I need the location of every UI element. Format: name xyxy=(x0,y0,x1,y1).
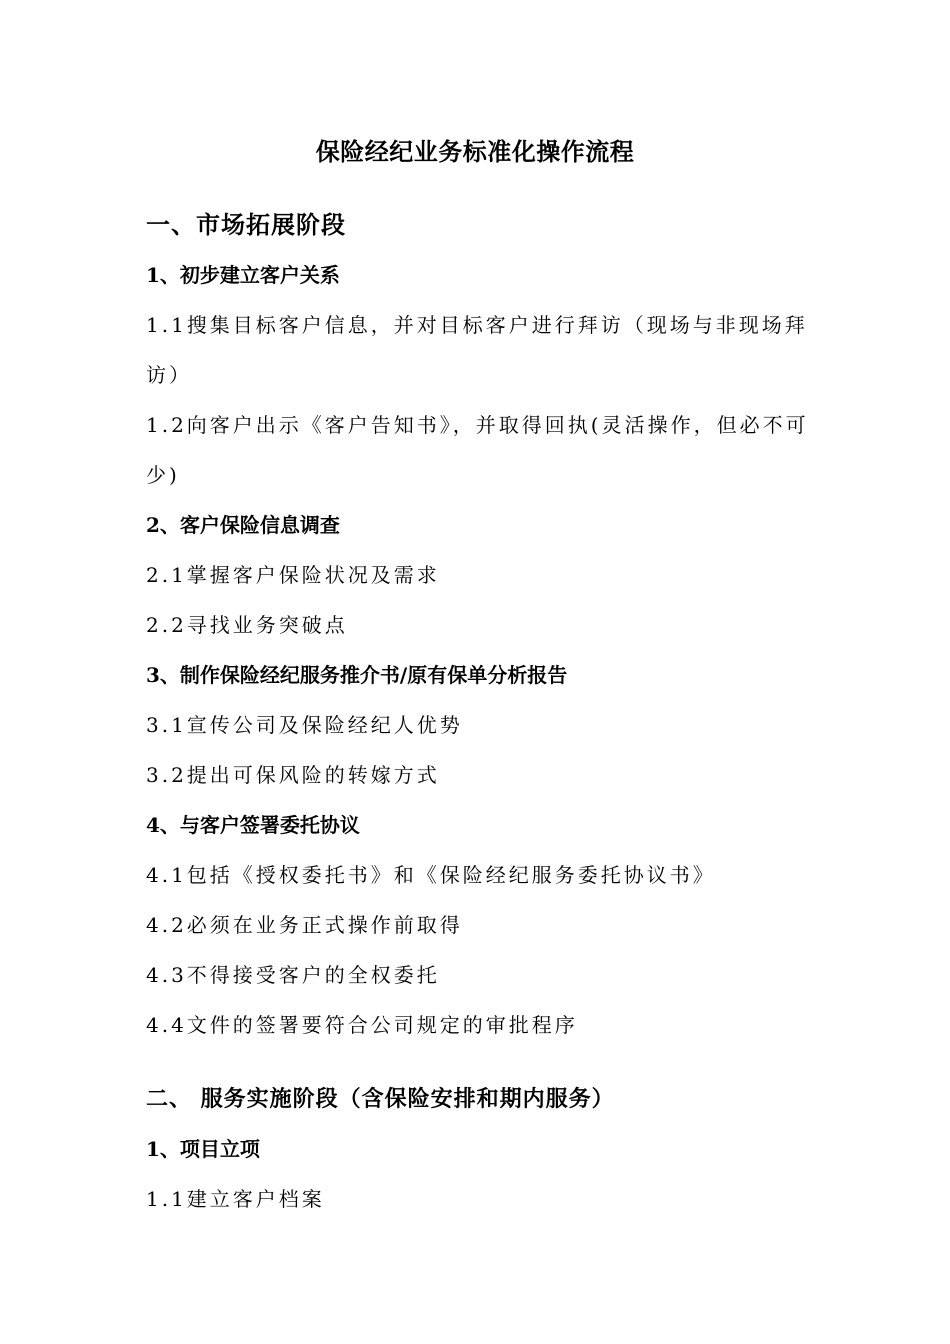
list-item: 2.2寻找业务突破点 xyxy=(146,613,348,637)
section-heading: 3、制作保险经纪服务推介书/原有保单分析报告 xyxy=(146,663,568,687)
section-heading: 2、客户保险信息调查 xyxy=(146,513,340,537)
section-heading: 1、初步建立客户关系 xyxy=(146,263,340,287)
list-item-continuation: 访） xyxy=(146,363,192,387)
list-item: 1.2向客户出示《客户告知书》，并取得回执(灵活操作，但必不可 xyxy=(146,413,809,437)
chapter-spacer xyxy=(146,1050,826,1074)
list-item: 3.2提出可保风险的转嫁方式 xyxy=(146,763,440,787)
chapter-heading: 二、 服务实施阶段（含保险安排和期内服务） xyxy=(146,1086,615,1112)
list-item: 1.1搜集目标客户信息，并对目标客户进行拜访（现场与非现场拜 xyxy=(146,313,808,337)
section-heading: 4、与客户签署委托协议 xyxy=(146,813,360,837)
chapter-heading: 一、市场拓展阶段 xyxy=(146,210,346,239)
list-item-continuation: 少) xyxy=(146,463,180,487)
list-item: 4.1包括《授权委托书》和《保险经纪服务委托协议书》 xyxy=(146,863,716,887)
list-item: 4.2必须在业务正式操作前取得 xyxy=(146,913,463,937)
section-heading: 1、项目立项 xyxy=(146,1137,260,1161)
document-title: 保险经纪业务标准化操作流程 xyxy=(315,137,635,166)
list-item: 4.4文件的签署要符合公司规定的审批程序 xyxy=(146,1013,578,1037)
list-item: 3.1宣传公司及保险经纪人优势 xyxy=(146,713,463,737)
document-body xyxy=(146,200,826,1224)
list-item: 1.1建立客户档案 xyxy=(146,1187,325,1211)
list-item: 2.1掌握客户保险状况及需求 xyxy=(146,563,440,587)
list-item: 4.3不得接受客户的全权委托 xyxy=(146,963,440,987)
